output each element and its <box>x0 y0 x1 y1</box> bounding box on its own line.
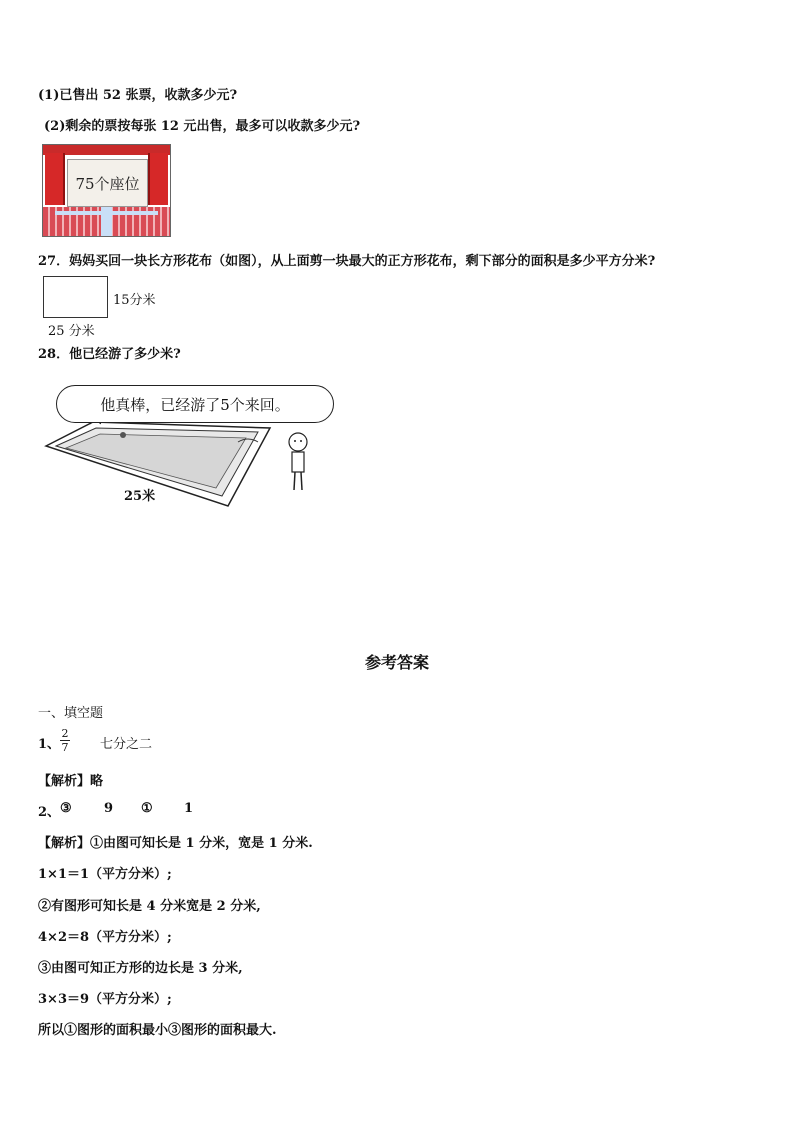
answer-2-line-5: ③由图可知正方形的边长是 3 分米, <box>38 961 243 976</box>
answer-2-line-3: ②有图形可知长是 4 分米宽是 2 分米, <box>38 899 261 914</box>
answer-1-analysis: 【解析】略 <box>38 774 104 789</box>
answer-2-number: 2、 <box>38 805 61 820</box>
answer-1-fraction <box>60 727 70 754</box>
speech-bubble <box>56 385 334 423</box>
theater-figure <box>42 144 171 237</box>
answer-2-line-4: 4×2＝8（平方分米）; <box>38 930 172 945</box>
q26-part1: (1)已售出 52 张票，收款多少元? <box>38 88 238 103</box>
boy-figure <box>289 433 307 490</box>
section-heading: 一、填空题 <box>38 706 104 721</box>
cloth-length-label: 25 分米 <box>48 324 95 339</box>
theater-cross-aisle <box>55 211 158 215</box>
answer-2-blank-1: ③ <box>60 801 72 816</box>
answer-2-line-6: 3×3＝9（平方分米）; <box>38 992 172 1007</box>
fraction-denominator: 7 <box>61 741 69 754</box>
theater-label: 75个座位 <box>67 159 148 207</box>
q28-text: 28．他已经游了多少米? <box>38 347 181 362</box>
fraction-numerator: 2 <box>61 727 69 740</box>
cloth-rectangle <box>43 276 108 318</box>
answer-2-blank-2: 9 <box>104 801 114 816</box>
answer-2-line-7: 所以①图形的面积最小③图形的面积最大. <box>38 1023 277 1038</box>
answer-2-analysis: 【解析】①由图可知长是 1 分米，宽是 1 分米. <box>38 836 313 851</box>
answer-2-blank-4: 1 <box>184 801 194 816</box>
answer-title: 参考答案 <box>364 653 429 672</box>
answer-2-line-2: 1×1＝1（平方分米）; <box>38 867 172 882</box>
left-curtain <box>45 153 65 205</box>
q26-part2: (2)剩余的票按每张 12 元出售，最多可以收款多少元? <box>44 119 361 134</box>
right-curtain <box>148 153 168 205</box>
answer-1-text: 七分之二 <box>100 737 153 752</box>
cloth-width-label: 15分米 <box>113 293 156 308</box>
pool-figure <box>38 410 338 510</box>
speech-text: 他真棒，已经游了5个来回。 <box>100 395 290 414</box>
answer-2-blank-3: ① <box>141 801 153 816</box>
pool-length-label: 25米 <box>124 489 156 504</box>
q27-text: 27．妈妈买回一块长方形花布（如图），从上面剪一块最大的正方形花布，剩下部分的面积是多少平方分米? <box>38 254 656 269</box>
answer-1-number: 1、 <box>38 737 61 752</box>
